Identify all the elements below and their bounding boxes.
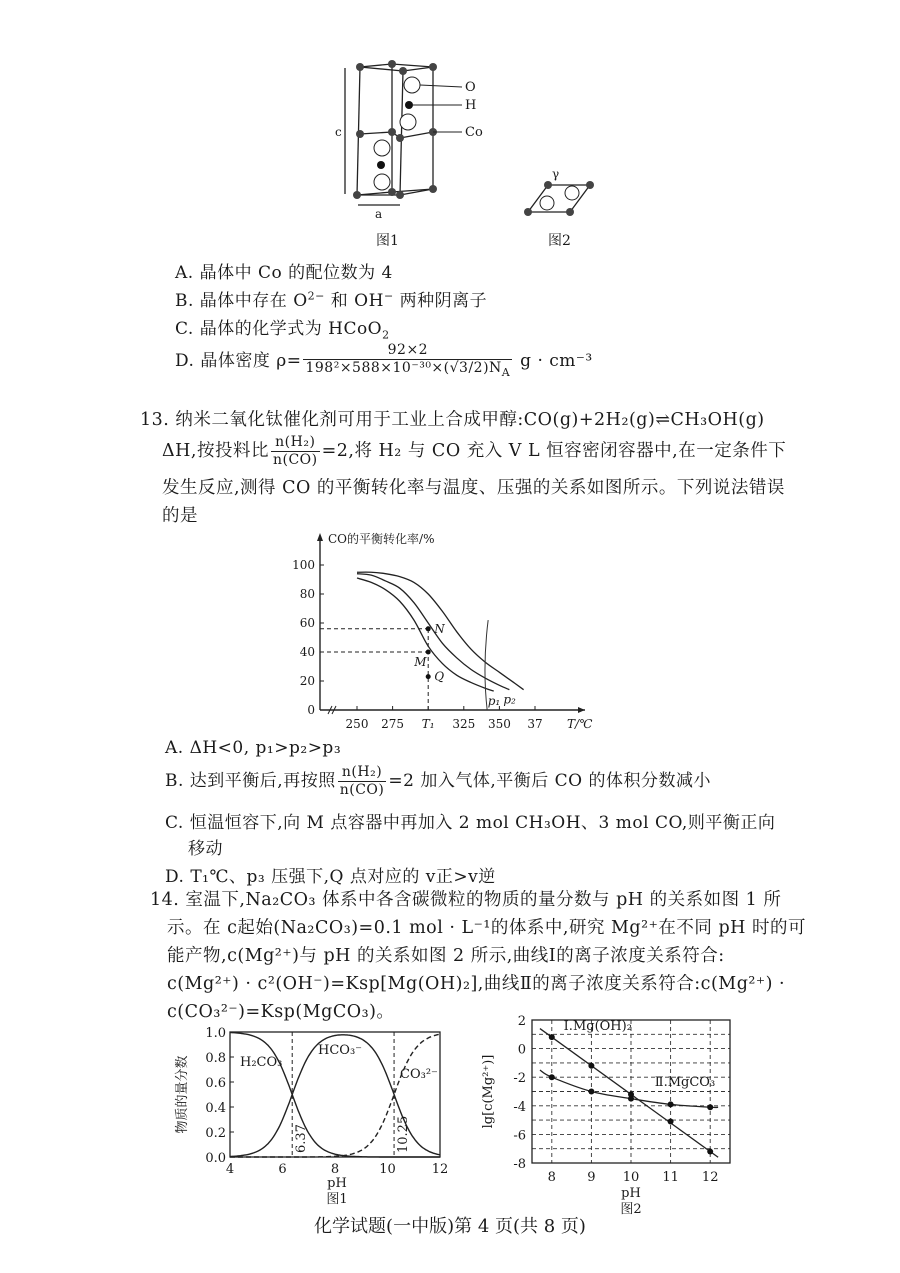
y-tick-label: -4 [513, 1099, 526, 1115]
co-atom [388, 128, 396, 136]
x-tick-label: 6 [278, 1162, 287, 1177]
y-tick-label: 2 [517, 1014, 526, 1029]
q13-line-3: 发生反应,测得 CO 的平衡转化率与温度、压强的关系如图所示。下列说法错误 [162, 478, 785, 498]
point-label-N: N [434, 621, 445, 636]
x-tick-label: 12 [431, 1162, 449, 1177]
x-axis-arrow [578, 707, 585, 713]
y-tick-label: 0.6 [205, 1076, 226, 1091]
y-tick-label: -8 [513, 1157, 526, 1172]
q14-line-1: 14. 室温下,Na₂CO₃ 体系中各含碳微粒的物质的量分数与 pH 的关系如图 1 所 [150, 890, 782, 910]
y-tick-label: 0.8 [205, 1051, 226, 1066]
fig1-atoms [353, 60, 437, 199]
label-gamma: γ [552, 167, 560, 181]
y-axis-label: CO的平衡转化率/% [328, 532, 435, 546]
q13-line-4: 的是 [162, 506, 198, 526]
q12-option-a: A. 晶体中 Co 的配位数为 4 [175, 263, 393, 283]
series-label-p1: p₁ [487, 694, 501, 709]
fig1-caption: 图1 [376, 233, 399, 249]
co-atom [388, 188, 396, 196]
x-axis-label: T/℃ [567, 717, 593, 731]
y-tick-label: 20 [299, 674, 315, 688]
series-II-point [588, 1089, 594, 1095]
o-atom [404, 77, 420, 93]
co-atom [388, 60, 396, 68]
q13-option-c-line-2: 移动 [188, 839, 223, 859]
q12-option-d: D. 晶体密度 ρ= $\frac{92\times 2}{198^2\times 588\times 10^{-30}\times(√3/2)N_A}$ g · cm⁻³ [175, 342, 593, 379]
point-label-M: M [414, 655, 427, 669]
x-tick-label: 325 [452, 717, 476, 731]
y-tick-label: 80 [299, 587, 315, 601]
q12-option-c: C. 晶体的化学式为 HCoO$_2$ [175, 319, 390, 342]
point-N [426, 626, 431, 631]
y-axis-label: 物质的量分数 [175, 1055, 190, 1134]
y-axis-label: lg[c(Mg²⁺)] [481, 1054, 496, 1129]
series-label-2: CO₃²⁻ [400, 1067, 438, 1082]
fig2-mg-chart [470, 1005, 770, 1215]
co-atom [353, 191, 361, 199]
y-tick-label: 0 [307, 703, 315, 717]
x-axis-label: pH [621, 1186, 641, 1201]
label-co: Co [465, 125, 483, 140]
o-atom [400, 114, 416, 130]
q13-line-1: 13. 纳米二氧化钛催化剂可用于工业上合成甲醇:CO(g)+2H₂(g)⇌CH₃OH(g) [140, 410, 765, 430]
q13-option-b: B. 达到平衡后,再按照 $\frac{\text{n(H₂)}}{n(CO)}$ =2 加入气体,平衡后 CO 的体积分数减小 [165, 764, 711, 798]
y-axis-arrow [317, 533, 323, 541]
series-label-p2: p₂ [503, 692, 516, 707]
co-conversion-chart [280, 525, 600, 735]
co-atom [429, 63, 437, 71]
fig1-caption: 图1 [326, 1192, 348, 1207]
y-tick-label: -6 [513, 1128, 526, 1144]
y-tick-label: 60 [299, 616, 315, 630]
co-atom [399, 67, 407, 75]
x-tick-label: 10 [379, 1162, 396, 1177]
y-tick-label: -2 [513, 1071, 526, 1087]
x-tick-label: 9 [587, 1170, 596, 1185]
x-tick-label: 250 [345, 717, 369, 731]
q14-line-2: 示。在 c起始(Na₂CO₃)=0.1 mol · L⁻¹的体系中,研究 Mg²⁺在不同 pH 时的可 [167, 918, 806, 938]
fig1-speciation-chart [170, 1020, 460, 1210]
series-I-point [668, 1119, 674, 1125]
series-p1 [357, 578, 494, 691]
x-axis-label: pH [327, 1176, 347, 1191]
point-Q [426, 674, 431, 679]
co-atom [429, 185, 437, 193]
q13-option-d: D. T₁℃、p₃ 压强下,Q 点对应的 v正>v逆 [165, 867, 496, 887]
series-II-label: Ⅱ.MgCO₃ [654, 1074, 716, 1090]
point-label-Q: Q [434, 669, 445, 684]
x-tick-label: 275 [381, 717, 405, 731]
co-atom [356, 130, 364, 138]
point-M [426, 650, 431, 655]
q14-line-4: c(Mg²⁺) · c²(OH⁻)=Ksp[Mg(OH)₂],曲线Ⅱ的离子浓度关系符合:c(Mg²⁺) · [167, 974, 786, 994]
x-tick-label: 11 [662, 1170, 679, 1185]
series-II-point [707, 1104, 713, 1110]
fig2-caption: 图2 [620, 1202, 642, 1215]
y-tick-label: 0.0 [205, 1151, 226, 1166]
y-tick-label: 0.4 [205, 1101, 226, 1116]
fig2-caption: 图2 [548, 233, 571, 249]
pka-label: 6.37 [294, 1124, 310, 1153]
label-c: c [335, 125, 342, 139]
q13-option-c-line-1: C. 恒温恒容下,向 M 点容器中再加入 2 mol CH₃OH、3 mol CO,则平衡正向 [165, 813, 776, 833]
series-II-point [549, 1074, 555, 1080]
x-tick-label: 37 [527, 717, 543, 731]
series-I-point [588, 1063, 594, 1069]
series-label-0: H₂CO₃ [240, 1055, 283, 1070]
x-tick-label: 10 [622, 1170, 640, 1185]
page-footer: 化学试题(一中版)第 4 页(共 8 页) [314, 1216, 586, 1237]
x-tick-label: T₁ [421, 717, 435, 731]
crystal-structure-figures [320, 40, 620, 250]
series-I-point [707, 1149, 713, 1155]
x-tick-label: 4 [225, 1162, 235, 1177]
h-atom [405, 101, 413, 109]
x-tick-label: 8 [330, 1162, 340, 1177]
q14-line-5: c(CO₃²⁻)=Ksp(MgCO₃)。 [167, 1002, 395, 1022]
series-II-point [628, 1096, 634, 1102]
o-atom [374, 140, 390, 156]
q12-option-b: B. 晶体中存在 $O^{2-}$ 和 OH− 两种阴离子 [175, 289, 488, 311]
fig2-base [528, 185, 590, 212]
x-tick-label: 350 [487, 717, 511, 731]
x-tick-label: 8 [547, 1170, 556, 1185]
co-atom [356, 63, 364, 71]
label-a: a [375, 207, 383, 221]
co-atom [396, 191, 404, 199]
q13-line-2: ΔH,按投料比 $\frac{\text{n(H₂)}}{n(CO)}$ =2,将 H₂ 与 CO 充入 V L 恒容密闭容器中,在一定条件下 [162, 434, 787, 468]
y-tick-label: 1.0 [205, 1026, 226, 1041]
y-tick-label: 0 [517, 1042, 526, 1058]
pka-label: 10.25 [396, 1115, 412, 1153]
co-atom [396, 134, 404, 142]
q14-line-3: 能产物,c(Mg²⁺)与 pH 的关系如图 2 所示,曲线Ⅰ的离子浓度关系符合: [167, 946, 725, 966]
q13-option-a: A. ΔH<0, p₁>p₂>p₃ [165, 738, 342, 758]
series-II-point [668, 1101, 674, 1107]
label-h: H [465, 98, 477, 113]
series-I-point [549, 1034, 555, 1040]
series-I-label: Ⅰ.Mg(OH)₂ [563, 1019, 632, 1035]
h-atom [377, 161, 385, 169]
y-tick-label: 0.2 [205, 1126, 226, 1141]
y-tick-label: 100 [292, 558, 315, 572]
x-tick-label: 12 [701, 1170, 719, 1185]
series-label-1: HCO₃⁻ [318, 1043, 363, 1058]
label-o: O [465, 80, 476, 95]
y-tick-label: 40 [299, 645, 315, 659]
o-atom [374, 174, 390, 190]
